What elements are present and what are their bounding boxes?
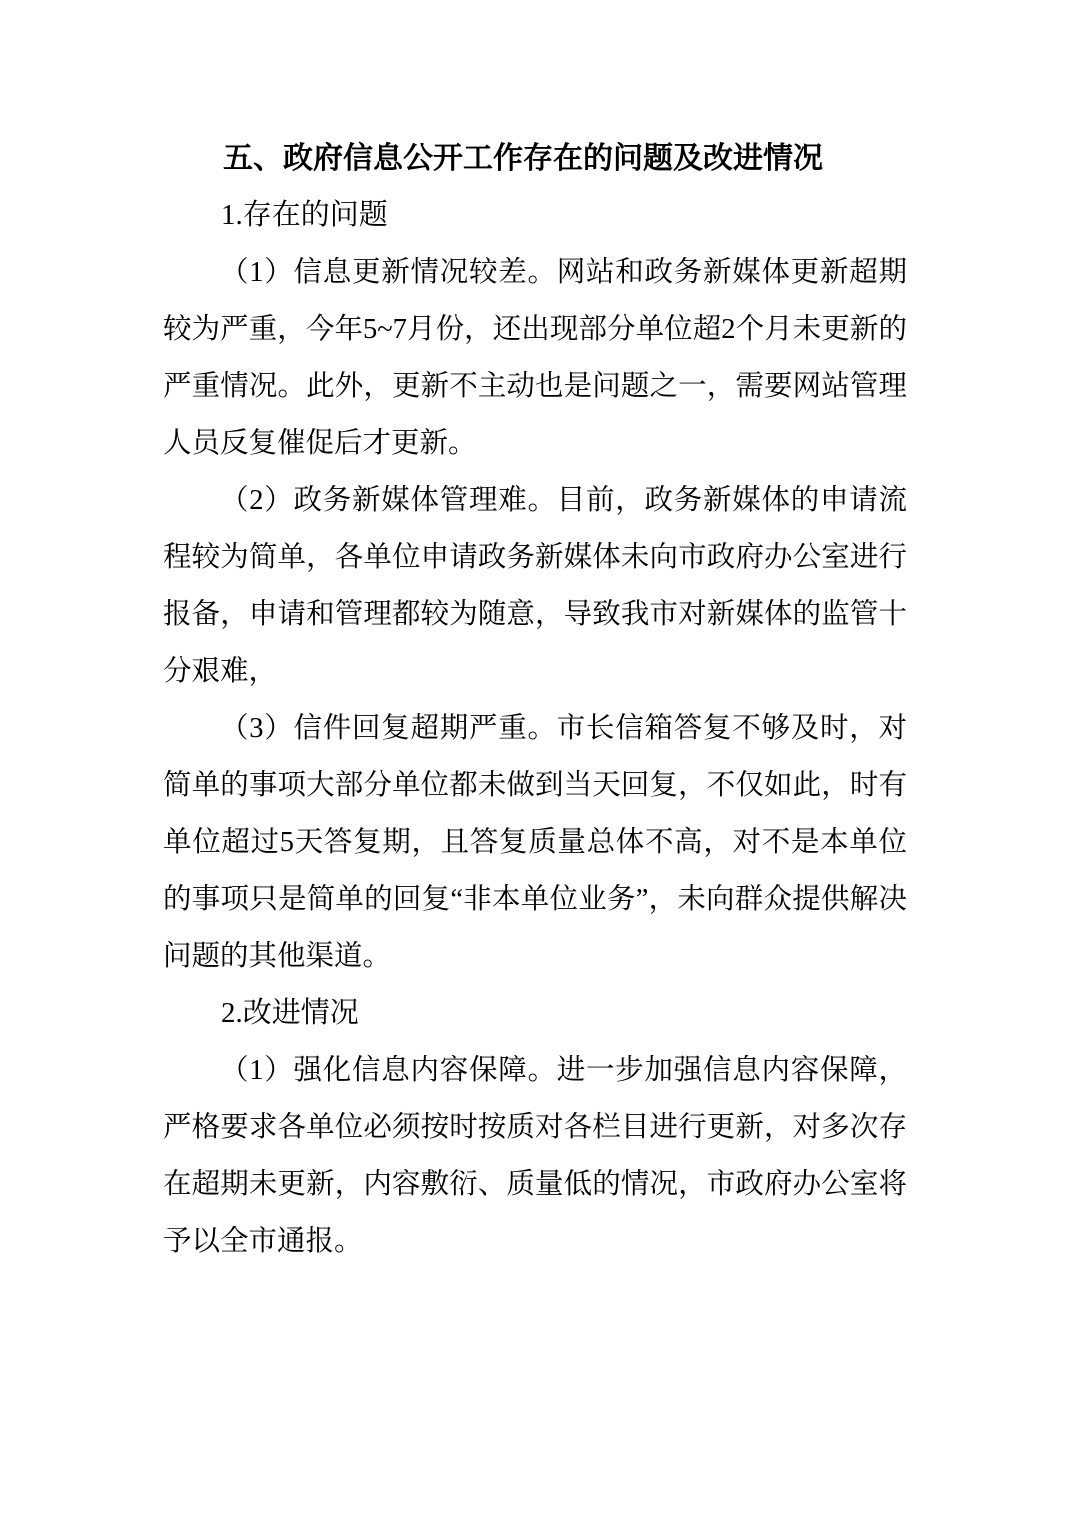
paragraph-lead: （3）信件回复超期严重。 [220, 713, 557, 744]
paragraph-text: 进一步加强信息内容保障，严格要求各单位必须按时按质对各栏目进行更新，对多次存在超期未更新，内容敷衍、质量低的情况，市政府办公室将予以全市通报。 [163, 1055, 907, 1257]
paragraph-problems-1 [163, 244, 907, 472]
document-content [163, 130, 907, 1270]
paragraph-lead: （1）强化信息内容保障。 [220, 1055, 557, 1086]
section-title: 五、政府信息公开工作存在的问题及改进情况 [223, 142, 823, 175]
paragraph-problems-2 [163, 472, 907, 700]
paragraph-lead: （1）信息更新情况较差。 [220, 257, 557, 288]
paragraph-text: 网站和政务新媒体更新超期较为严重，今年5~7月份，还出现部分单位超2个月未更新的严重情况。此外，更新不主动也是问题之一，需要网站管理人员反复催促后才更新。 [163, 257, 907, 459]
paragraph-improvements-1 [163, 1042, 907, 1270]
subsection-heading-2: 2.改进情况 [221, 997, 359, 1029]
paragraph-text: 目前，政务新媒体的申请流程较为简单，各单位申请政务新媒体未向市政府办公室进行报备，申请和管理都较为随意，导致我市对新媒体的监管十分艰难， [163, 485, 907, 687]
paragraph-lead: （2）政务新媒体管理难。 [220, 485, 557, 516]
paragraph-problems-3 [163, 700, 907, 985]
paragraph-text: 市长信箱答复不够及时，对简单的事项大部分单位都未做到当天回复，不仅如此，时有单位超过5天答复期，且答复质量总体不高，对不是本单位的事项只是简单的回复“非本单位业务”，未向群众提供解决问题的其他渠道。 [163, 713, 907, 972]
subsection-heading-1: 1.存在的问题 [221, 199, 388, 231]
